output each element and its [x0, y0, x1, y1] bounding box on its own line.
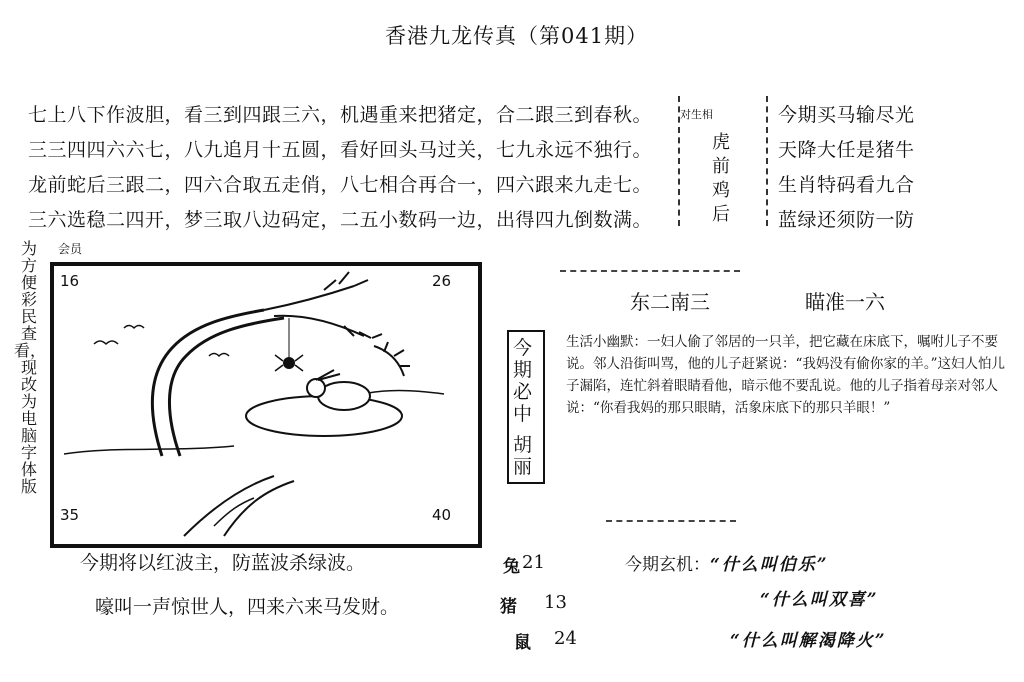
joke-label: 生活小幽默：	[566, 334, 647, 350]
mystery-label: 今期玄机：	[625, 555, 710, 575]
must-win-char: 中	[513, 403, 533, 425]
corner-number-bottom-right: 40	[432, 506, 452, 524]
poem-line-1: 七上八下作波胆，看三到四跟三六，机遇重来把猪定，合二跟三到春秋。	[28, 104, 653, 126]
corner-number-top-left: 16	[60, 272, 80, 290]
mystery-quote: “什么叫解渴降火”	[730, 631, 887, 651]
zodiac-number: 24	[554, 628, 577, 649]
member-label: 会员	[58, 242, 83, 256]
poem-line-2: 三三四四六六七，八九追月十五圆，看好回头马过关，七九永远不独行。	[28, 139, 653, 161]
must-win-char: 今	[513, 337, 533, 359]
zodiac-number: 13	[544, 592, 567, 613]
spider	[283, 357, 295, 369]
page-title: 香港九龙传真（第041期）	[385, 24, 649, 48]
divider	[560, 270, 740, 272]
bird-icon	[124, 326, 144, 329]
corner-number-bottom-left: 35	[60, 506, 80, 524]
must-win-char: 胡	[513, 434, 533, 456]
mystery-quote: “什么叫伯乐”	[710, 555, 829, 575]
joke-paragraph	[566, 331, 1012, 419]
mystery-row	[625, 550, 829, 575]
aim-hint: 瞄准一六	[805, 290, 885, 314]
tree-trunk	[152, 310, 264, 456]
bottom-line-1: 今期将以红波主，防蓝波杀绿波。	[80, 552, 366, 574]
right-poem-line-3: 生肖特码看九合	[778, 174, 915, 196]
zodiac-hint-char: 鸡	[712, 180, 730, 201]
must-win-char: 必	[513, 381, 533, 403]
reeds	[184, 476, 274, 536]
zodiac-hint-char: 后	[712, 204, 730, 225]
zodiac-animal: 兔	[503, 557, 520, 577]
zodiac-hint-header: 对生相	[680, 108, 713, 121]
corner-number-top-right: 26	[432, 272, 452, 290]
bird-icon	[209, 354, 229, 357]
bottom-line-2: 嚎叫一声惊世人，四来六来马发财。	[95, 596, 400, 618]
riddle-illustration	[54, 266, 478, 544]
zodiac-number: 21	[522, 552, 545, 573]
ground-line	[64, 446, 234, 454]
mystery-quote: “什么叫双喜”	[760, 590, 879, 610]
zodiac-animal: 猪	[500, 597, 517, 617]
riddle-picture-frame	[50, 262, 482, 548]
must-win-char: 丽	[513, 456, 533, 478]
right-poem-line-1: 今期买马输尽光	[778, 104, 915, 126]
poem-line-4: 三六选稳二四开，梦三取八边码定，二五小数码一边，出得四九倒数满。	[28, 209, 653, 231]
zodiac-animal: 鼠	[514, 633, 531, 653]
must-win-char: 期	[513, 359, 533, 381]
side-notice: 为方便彩民查看，现改为电脑字体版	[14, 239, 47, 496]
bird-icon	[94, 341, 118, 344]
direction-hint: 东二南三	[630, 290, 710, 314]
right-poem-line-2: 天降大任是猪牛	[778, 139, 915, 161]
joke-text: 一妇人偷了邻居的一只羊，把它藏在床底下，嘱咐儿子不要说。邻人沿街叫骂，他的儿子赶紧说：“我妈没有偷你家的羊。”这妇人怕儿子漏陷，连忙斜着眼睛看他，暗示他不要乱说。他的儿子指着母亲对邻人说：“你看我妈的那只眼睛，活象床底下的那只羊眼！”	[566, 334, 1006, 416]
zodiac-hint-char: 前	[712, 156, 730, 177]
zodiac-hint-char: 虎	[712, 132, 730, 153]
divider	[606, 520, 736, 522]
right-poem-line-4: 蓝绿还须防一防	[778, 209, 915, 231]
poem-line-3: 龙前蛇后三跟二，四六合取五走俏，八七相合再合一，四六跟来九走七。	[28, 174, 653, 196]
tree-leaves	[324, 272, 382, 338]
